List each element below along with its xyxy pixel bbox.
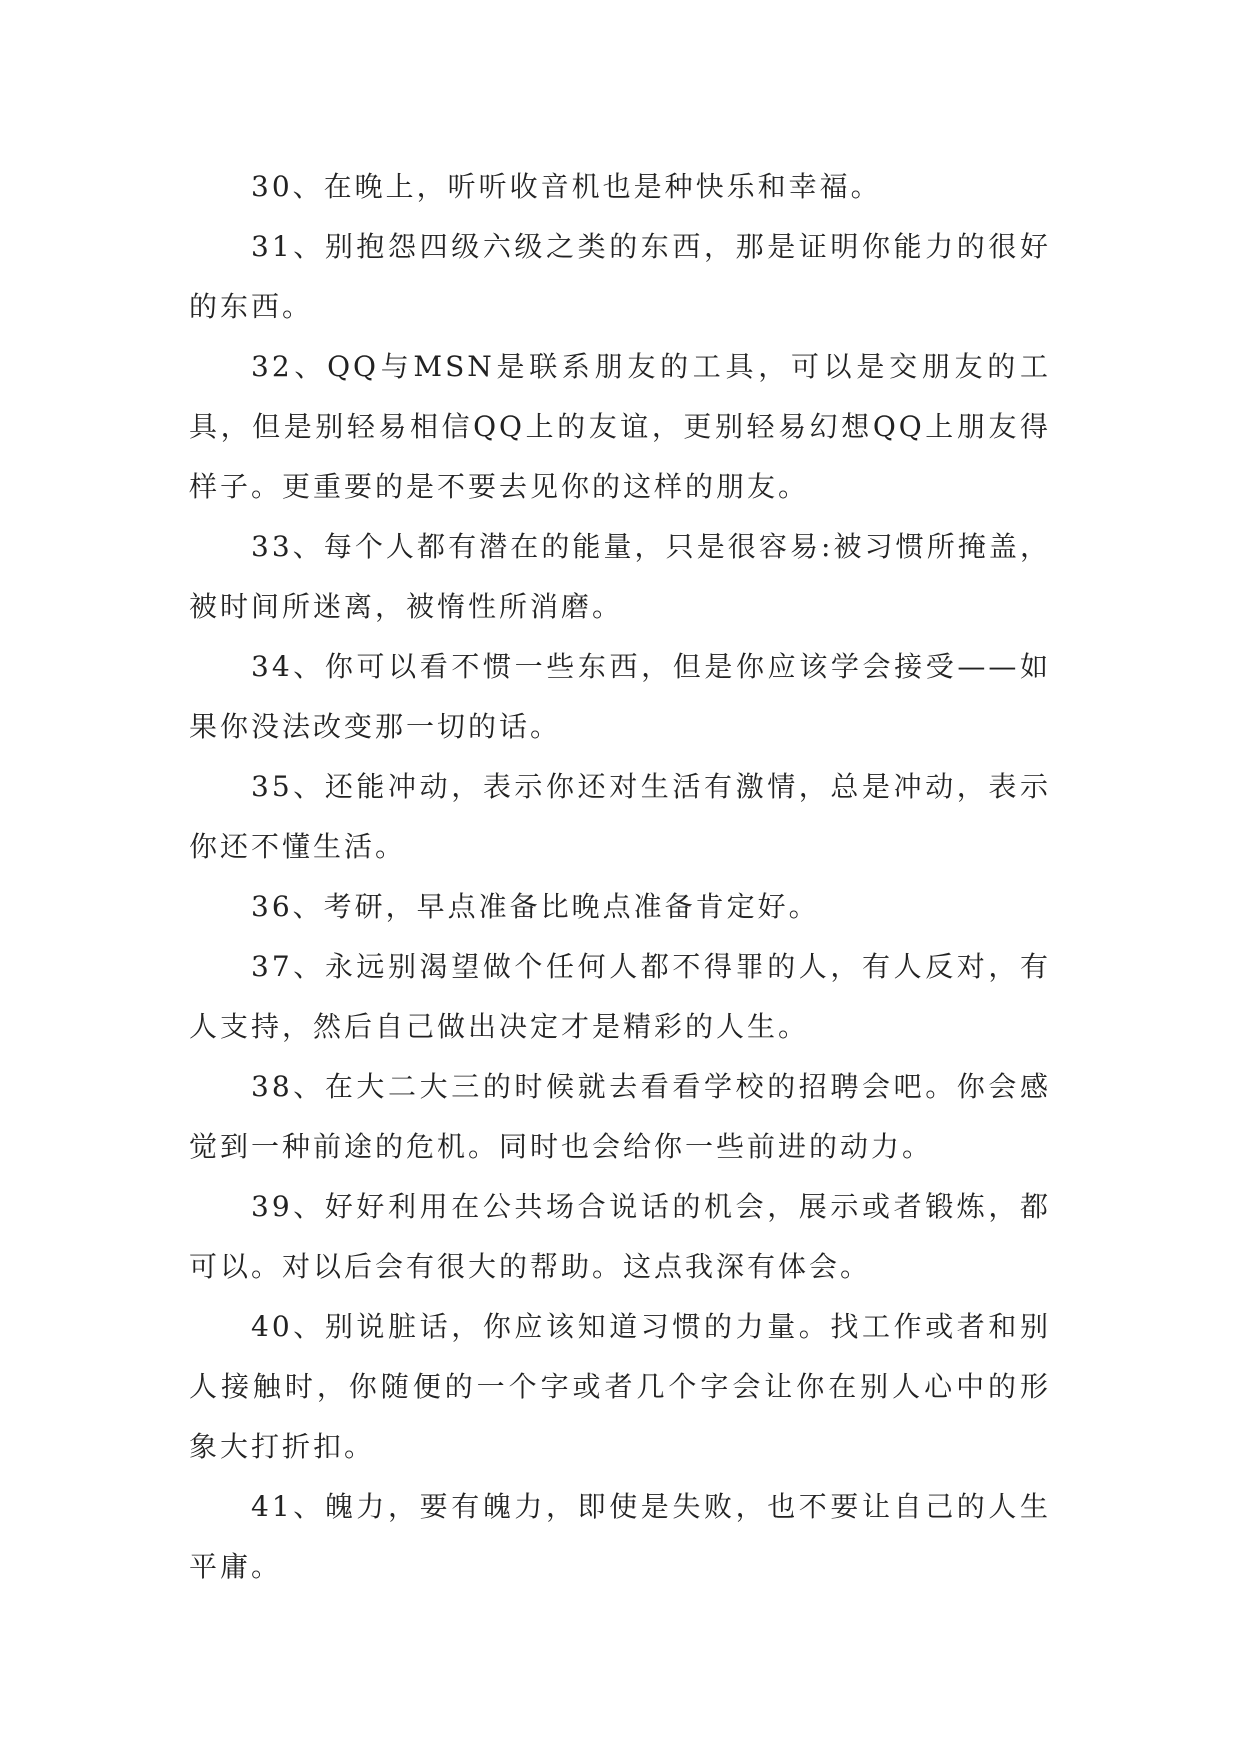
paragraph-40: 40、别说脏话，你应该知道习惯的力量。找工作或者和别人接触时，你随便的一个字或者几个字会让你在别人心中的形象大打折扣。 xyxy=(189,1310,1051,1463)
paragraph-41: 41、魄力，要有魄力，即使是失败，也不要让自己的人生平庸。 xyxy=(189,1490,1051,1583)
paragraph-31: 31、别抱怨四级六级之类的东西，那是证明你能力的很好的东西。 xyxy=(189,230,1051,323)
paragraph-32: 32、QQ与MSN是联系朋友的工具，可以是交朋友的工具，但是别轻易相信QQ上的友谊，更别轻易幻想QQ上朋友得样子。更重要的是不要去见你的这样的朋友。 xyxy=(189,350,1051,503)
paragraph-37: 37、永远别渴望做个任何人都不得罪的人，有人反对，有人支持，然后自己做出决定才是精彩的人生。 xyxy=(189,950,1051,1043)
paragraph-38: 38、在大二大三的时候就去看看学校的招聘会吧。你会感觉到一种前途的危机。同时也会给你一些前进的动力。 xyxy=(189,1070,1051,1163)
paragraph-35: 35、还能冲动，表示你还对生活有激情，总是冲动，表示你还不懂生活。 xyxy=(189,770,1051,863)
document-body xyxy=(189,157,1051,1597)
paragraph-34: 34、你可以看不惯一些东西，但是你应该学会接受——如果你没法改变那一切的话。 xyxy=(189,650,1051,743)
paragraph-30: 30、在晚上，听听收音机也是种快乐和幸福。 xyxy=(251,170,882,203)
paragraph-39: 39、好好利用在公共场合说话的机会，展示或者锻炼，都可以。对以后会有很大的帮助。这点我深有体会。 xyxy=(189,1190,1051,1283)
paragraph-36: 36、考研，早点准备比晚点准备肯定好。 xyxy=(251,890,820,923)
paragraph-33: 33、每个人都有潜在的能量，只是很容易:被习惯所掩盖，被时间所迷离，被惰性所消磨。 xyxy=(189,530,1051,623)
